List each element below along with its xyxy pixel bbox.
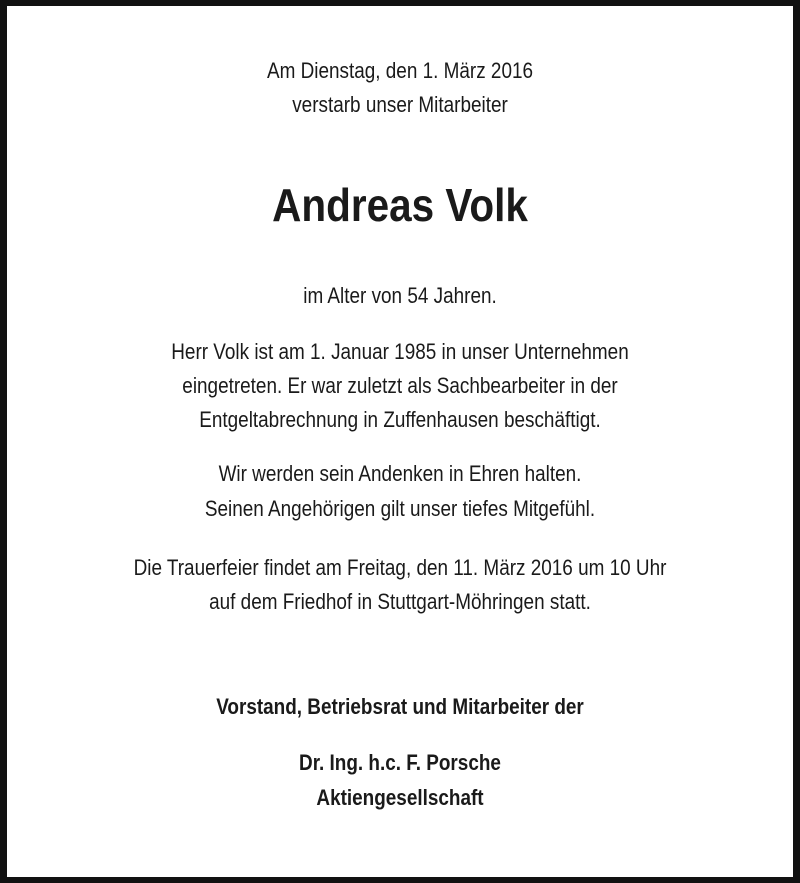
funeral-line-1: Die Trauerfeier findet am Freitag, den 11. März 2016 um 10 Uhr (133, 555, 667, 580)
deceased-name: Andreas Volk (272, 179, 528, 231)
company-name-line-2: Aktiengesellschaft (316, 785, 484, 810)
signature-line: Vorstand, Betriebsrat und Mitarbeiter der (216, 694, 584, 719)
intro-announcement-line: verstarb unser Mitarbeiter (292, 92, 508, 117)
remembrance-line-2: Seinen Angehörigen gilt unser tiefes Mitgefühl. (204, 496, 596, 521)
remembrance-line-1: Wir werden sein Andenken in Ehren halten. (218, 461, 582, 486)
funeral-line-2: auf dem Friedhof in Stuttgart-Möhringen statt. (209, 589, 591, 614)
career-line-1: Herr Volk ist am 1. Januar 1985 in unser Unternehmen (171, 339, 629, 364)
intro-date-line: Am Dienstag, den 1. März 2016 (266, 58, 534, 83)
company-name-line-1: Dr. Ing. h.c. F. Porsche (299, 750, 501, 775)
age-text: im Alter von 54 Jahren. (303, 283, 497, 308)
career-line-2: eingetreten. Er war zuletzt als Sachbearbeiter in der (182, 373, 618, 398)
career-line-3: Entgeltabrechnung in Zuffenhausen beschäftigt. (199, 407, 601, 432)
